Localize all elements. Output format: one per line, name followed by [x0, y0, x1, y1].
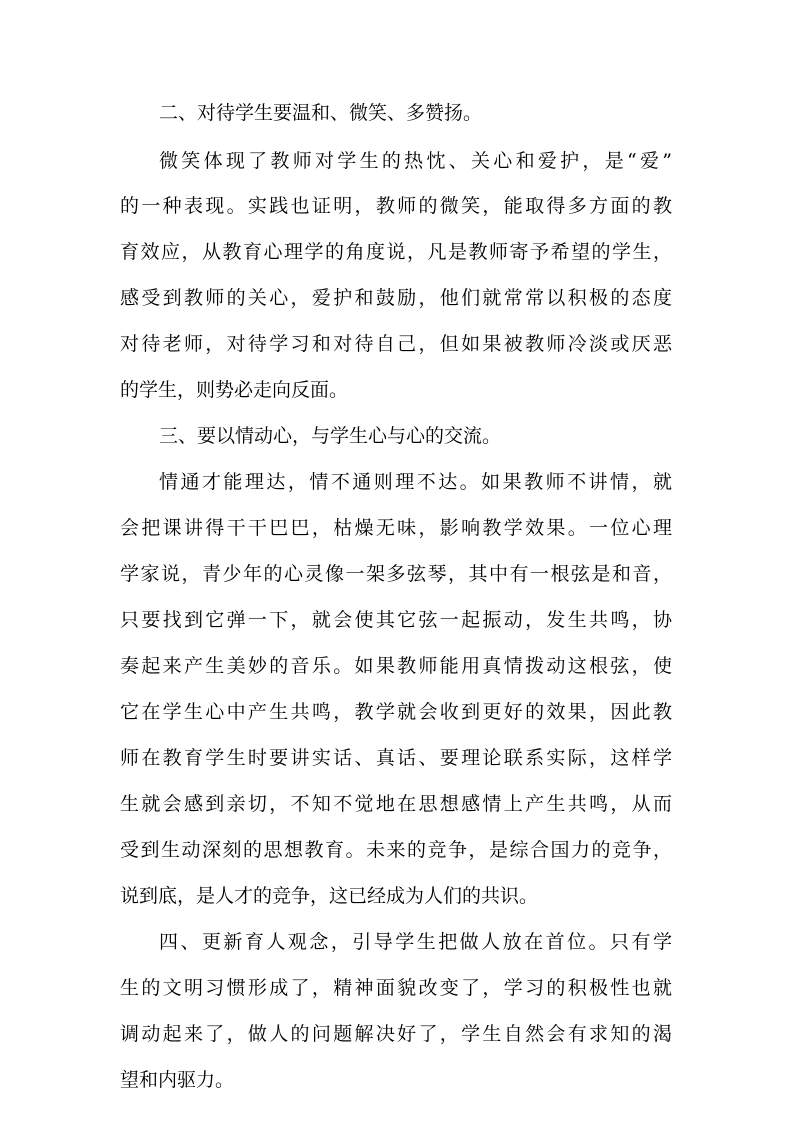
paragraph-line: 会把课讲得干干巴巴，枯燥无味，影响教学效果。一位心理 [120, 517, 672, 539]
section-heading-2: 二、对待学生要温和、微笑、多赞扬。 [159, 102, 483, 124]
paragraph-line: 情通才能理达，情不通则理不达。如果教师不讲情，就 [159, 471, 672, 493]
paragraph-line: 望和内驱力。 [120, 1069, 235, 1091]
section-heading-4: 四、更新育人观念，引导学生把做人放在首位。只有学 [159, 931, 672, 953]
paragraph-line: 只要找到它弹一下，就会使其它弦一起振动，发生共鸣，协 [120, 609, 672, 631]
section-heading-3: 三、要以情动心，与学生心与心的交流。 [159, 425, 502, 447]
paragraph-line: 的学生，则势必走向反面。 [120, 379, 349, 401]
paragraph-line: 它在学生心中产生共鸣，教学就会收到更好的效果，因此教 [120, 701, 672, 723]
paragraph-line: 感受到教师的关心，爱护和鼓励，他们就常常以积极的态度 [120, 287, 672, 309]
paragraph-line: 对待老师，对待学习和对待自己，但如果被教师冷淡或厌恶 [120, 333, 672, 355]
paragraph-line: 师在教育学生时要讲实话、真话、要理论联系实际，这样学 [120, 747, 672, 769]
paragraph-line: 微笑体现了教师对学生的热忱、关心和爱护，是“爱” [159, 150, 672, 172]
paragraph-line: 学家说，青少年的心灵像一架多弦琴，其中有一根弦是和音， [120, 563, 672, 585]
paragraph-line: 生的文明习惯形成了，精神面貌改变了，学习的积极性也就 [120, 977, 672, 999]
paragraph-line: 受到生动深刻的思想教育。未来的竞争，是综合国力的竞争， [120, 839, 672, 861]
paragraph-line: 育效应，从教育心理学的角度说，凡是教师寄予希望的学生， [120, 241, 672, 263]
paragraph-line: 生就会感到亲切，不知不觉地在思想感情上产生共鸣，从而 [120, 793, 672, 815]
paragraph-line: 说到底，是人才的竞争，这已经成为人们的共识。 [120, 885, 539, 907]
paragraph-line: 调动起来了，做人的问题解决好了，学生自然会有求知的渴 [120, 1023, 672, 1045]
paragraph-line: 的一种表现。实践也证明，教师的微笑，能取得多方面的教 [120, 195, 672, 217]
paragraph-line: 奏起来产生美妙的音乐。如果教师能用真情拨动这根弦，使 [120, 655, 672, 677]
